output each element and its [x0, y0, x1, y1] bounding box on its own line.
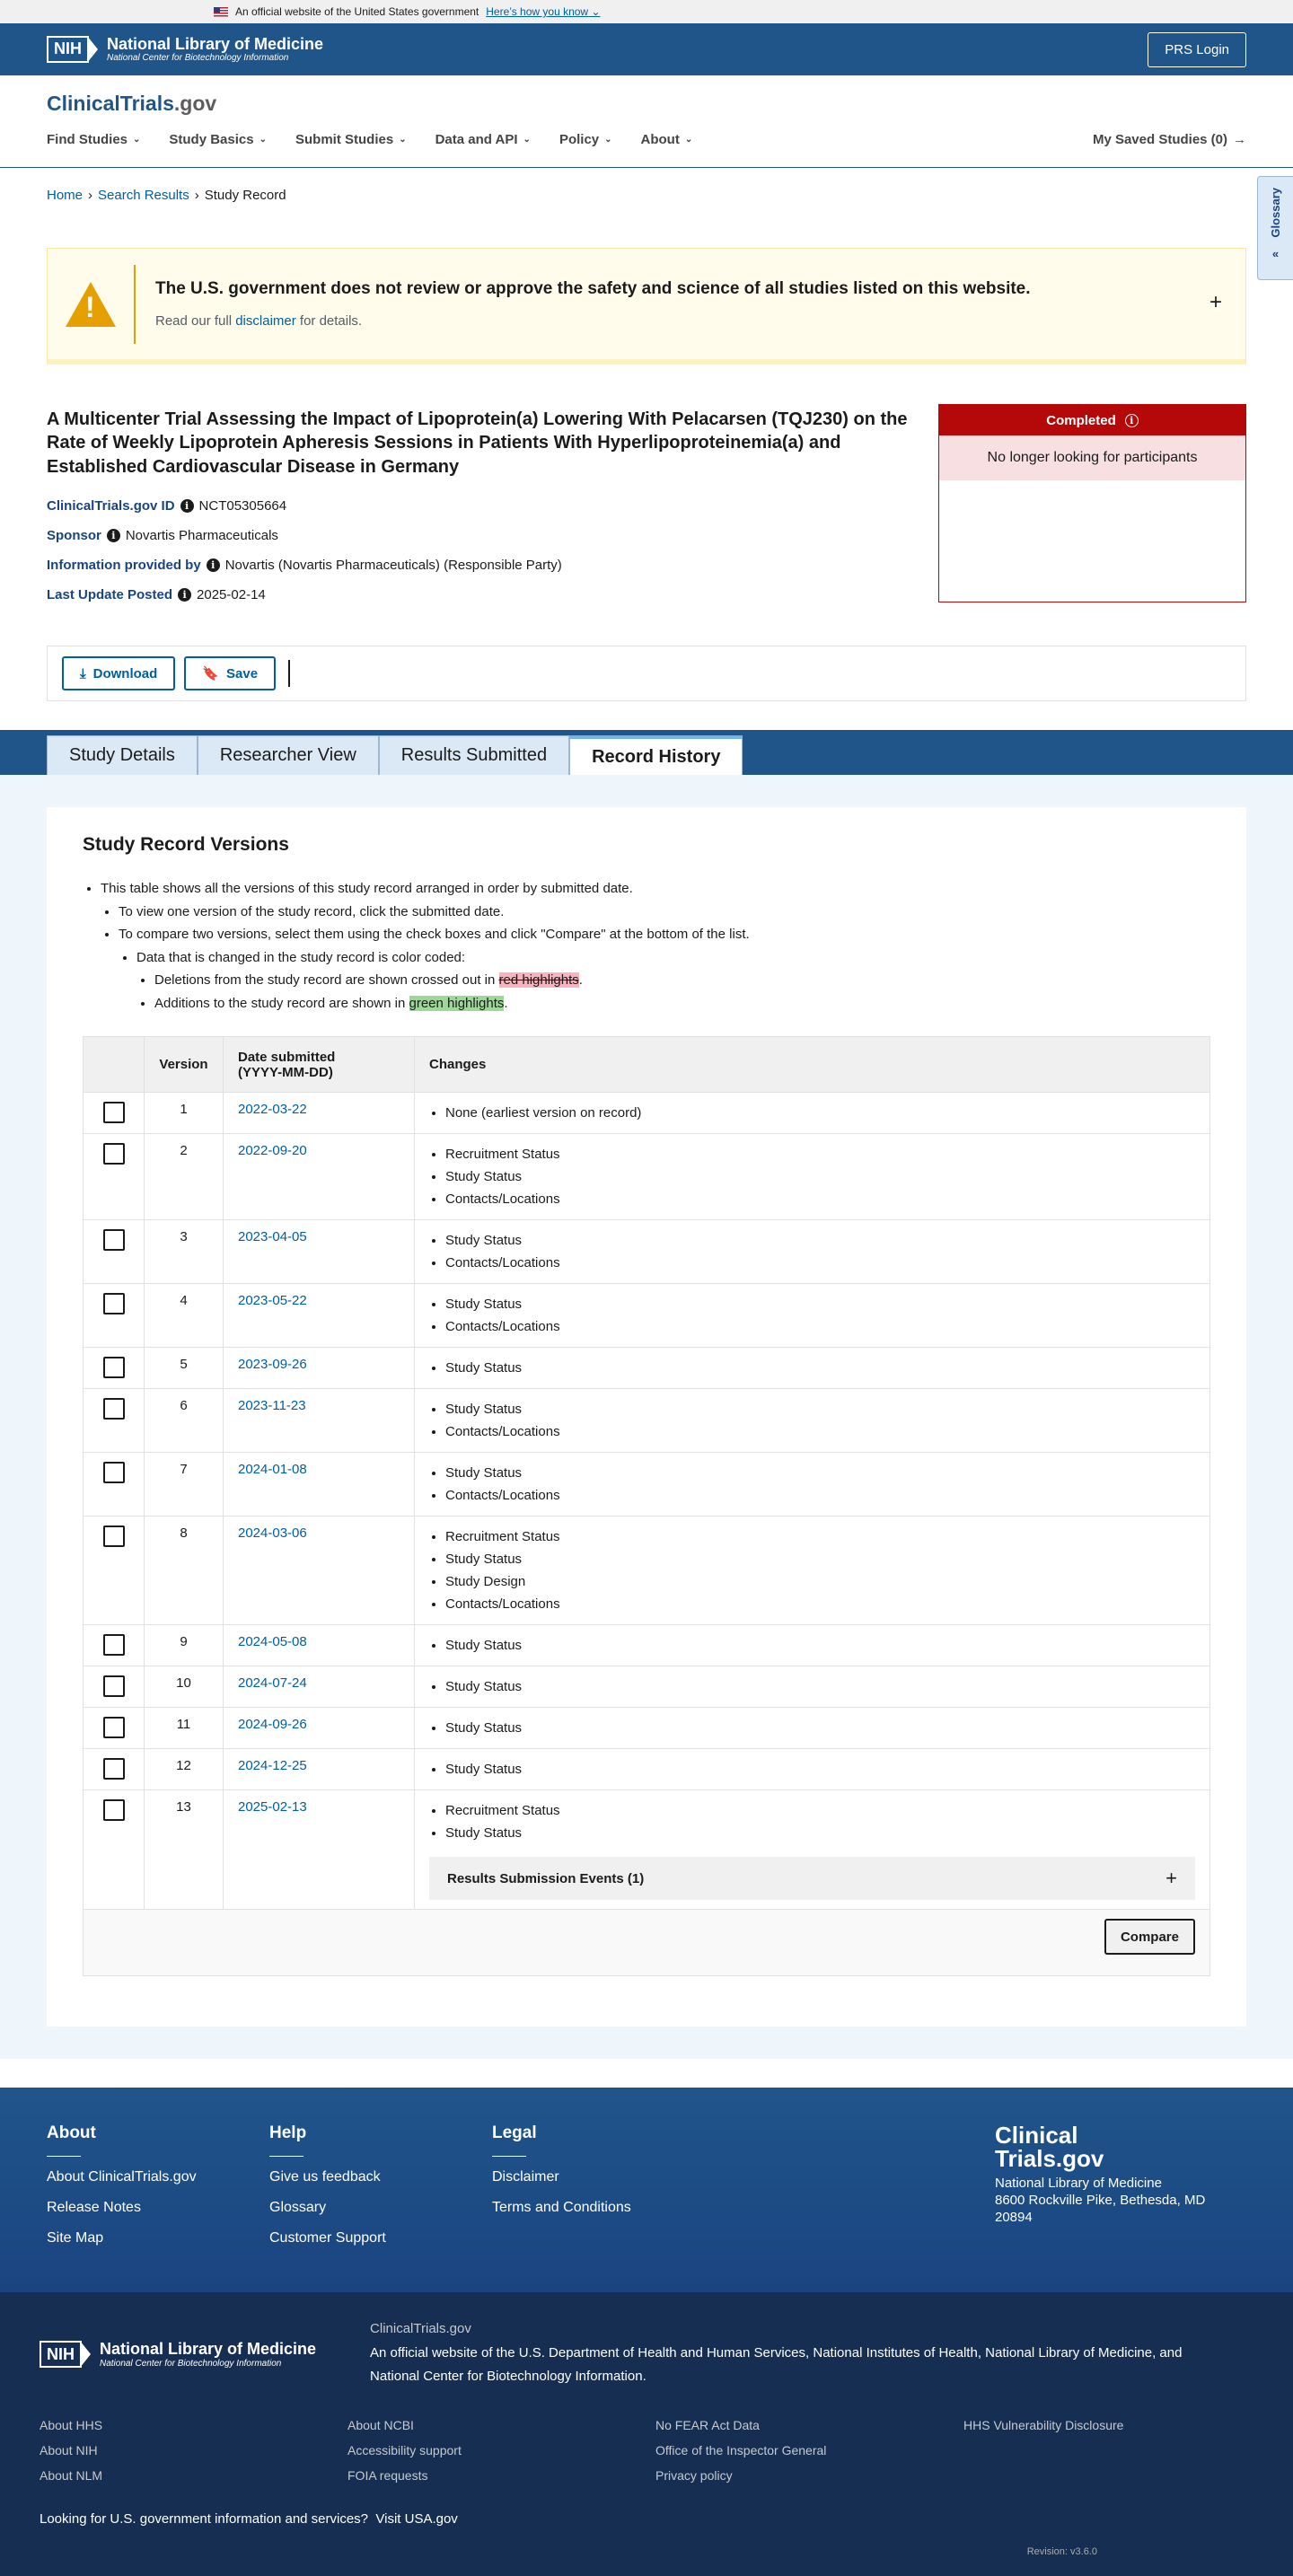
- version-date-link[interactable]: 2022-03-22: [238, 1102, 307, 1118]
- prs-login-button[interactable]: PRS Login: [1148, 32, 1246, 67]
- expand-plus-icon[interactable]: +: [1209, 290, 1222, 314]
- change-item: • Contacts/Locations: [445, 1315, 1195, 1338]
- version-number: 6: [145, 1389, 224, 1453]
- change-item: • Study Status: [445, 1398, 1195, 1420]
- version-number: 8: [145, 1517, 224, 1625]
- version-checkbox[interactable]: [103, 1357, 125, 1378]
- footer-gov-link[interactable]: [963, 2468, 1271, 2483]
- version-date-link[interactable]: 2024-05-08: [238, 1634, 307, 1650]
- tabs-bar: [0, 730, 1293, 775]
- footer-link[interactable]: Terms and Conditions: [492, 2200, 631, 2216]
- site-logo[interactable]: ClinicalTrials.gov: [47, 92, 217, 115]
- table-row: [84, 1134, 1210, 1220]
- footer-link[interactable]: Disclaimer: [492, 2169, 559, 2185]
- change-item: • Contacts/Locations: [445, 1188, 1195, 1210]
- footer-nih-logo[interactable]: NIH National Library of Medicine National Center for Biotechnology Information: [40, 2321, 316, 2387]
- chevron-down-icon: ⌄: [259, 135, 267, 145]
- version-changes: [415, 1348, 1210, 1389]
- change-item: • Contacts/Locations: [445, 1252, 1195, 1274]
- recruitment-status: No longer looking for participants: [939, 435, 1245, 480]
- footer-link[interactable]: Release Notes: [47, 2200, 141, 2216]
- breadcrumb-current: Study Record: [204, 188, 286, 203]
- results-submission-events[interactable]: Results Submission Events (1) +: [429, 1857, 1195, 1900]
- version-changes: [415, 1625, 1210, 1666]
- version-date-link[interactable]: 2023-05-22: [238, 1293, 307, 1309]
- version-checkbox[interactable]: [103, 1462, 125, 1483]
- change-item: • Recruitment Status: [445, 1143, 1195, 1165]
- version-date-link[interactable]: 2024-03-06: [238, 1525, 307, 1542]
- footer-description: An official website of the U.S. Department of Health and Human Services, National Institutes of Health, National Library of Medicine, and National Center for Biotechnology Information.: [370, 2345, 1183, 2384]
- footer-logo: Clinical Trials.gov: [995, 2122, 1104, 2173]
- table-row: [84, 1517, 1210, 1625]
- footer-site-name: ClinicalTrials.gov: [370, 2321, 471, 2337]
- status-badge: Completed: [1046, 412, 1116, 428]
- change-item: • None (earliest version on record): [445, 1102, 1195, 1124]
- id-label: ClinicalTrials.gov ID: [47, 498, 175, 514]
- change-item: • Recruitment Status: [445, 1525, 1195, 1548]
- version-number: 11: [145, 1708, 224, 1749]
- table-row: [84, 1389, 1210, 1453]
- gov-banner-text: An official website of the United States government: [235, 5, 479, 18]
- nlm-title: National Library of Medicine: [107, 34, 324, 53]
- version-date-link[interactable]: 2022-09-20: [238, 1143, 307, 1159]
- ncbi-subtitle: National Center for Biotechnology Information: [107, 53, 289, 64]
- chevron-right-icon: ›: [194, 188, 199, 203]
- table-row: [84, 1749, 1210, 1790]
- version-checkbox[interactable]: [103, 1717, 125, 1738]
- study-title: A Multicenter Trial Assessing the Impact of Lipoprotein(a) Lowering With Pelacarsen (TQJ230) on the Rate of Weekly Lipoprotein Apheresis Sessions in Patients With Hyperlipoproteinemia(a) and Established Cardiovascular Disease in Germany: [47, 409, 908, 477]
- footer-gov-link[interactable]: HHS Vulnerability Disclosure: [963, 2418, 1124, 2433]
- footer-gov-link[interactable]: About NCBI: [347, 2418, 414, 2433]
- version-changes: [415, 1284, 1210, 1348]
- change-item: • Study Status: [445, 1675, 1195, 1698]
- version-changes: [415, 1790, 1210, 1910]
- arrow-right-icon: →: [1233, 132, 1246, 147]
- footer-gov-link[interactable]: No FEAR Act Data: [655, 2418, 760, 2433]
- footer-gov-link[interactable]: About NLM: [40, 2468, 103, 2484]
- change-item: • Study Status: [445, 1357, 1195, 1379]
- breadcrumb: [0, 168, 1293, 223]
- version-changes: [415, 1708, 1210, 1749]
- info-icon[interactable]: i: [107, 529, 120, 542]
- version-checkbox[interactable]: [103, 1293, 125, 1314]
- col-changes: Changes: [415, 1037, 1210, 1093]
- change-item: • Study Design: [445, 1570, 1195, 1593]
- col-version: Version: [145, 1037, 224, 1093]
- version-changes: [415, 1749, 1210, 1790]
- bookmark-icon: 🔖: [202, 666, 219, 682]
- change-item: • Study Status: [445, 1229, 1195, 1252]
- version-number: 9: [145, 1625, 224, 1666]
- breadcrumb-home[interactable]: Home: [47, 188, 84, 203]
- footer-bottom: [0, 2292, 1293, 2576]
- version-changes: [415, 1517, 1210, 1625]
- version-changes: [415, 1093, 1210, 1134]
- nih-logo[interactable]: [47, 36, 323, 64]
- footer-col-legal: Legal Disclaimer Terms and Conditions: [492, 2123, 715, 2256]
- info-icon[interactable]: i: [207, 558, 220, 572]
- breadcrumb-search-results[interactable]: Search Results: [98, 188, 189, 203]
- green-highlight-sample: green highlights: [409, 995, 505, 1011]
- table-row: [84, 1348, 1210, 1389]
- version-checkbox[interactable]: [103, 1102, 125, 1123]
- version-checkbox[interactable]: [103, 1799, 125, 1821]
- study-header: [0, 365, 1293, 602]
- footer-col-about: About About ClinicalTrials.gov Release Notes Site Map: [47, 2123, 269, 2256]
- nav-policy[interactable]: Policy ⌄: [559, 132, 612, 147]
- my-saved-studies-link[interactable]: My Saved Studies (0) →: [1092, 132, 1246, 147]
- table-row: [84, 1453, 1210, 1517]
- change-item: • Study Status: [445, 1293, 1195, 1315]
- version-number: 13: [145, 1790, 224, 1910]
- footer-gov-link[interactable]: Accessibility support: [347, 2443, 462, 2458]
- version-number: 5: [145, 1348, 224, 1389]
- footer-gov-link[interactable]: Privacy policy: [655, 2468, 733, 2484]
- version-date-link[interactable]: 2023-09-26: [238, 1357, 307, 1373]
- change-item: • Contacts/Locations: [445, 1420, 1195, 1443]
- version-date-link[interactable]: 2024-09-26: [238, 1717, 307, 1733]
- version-changes: [415, 1220, 1210, 1284]
- change-item: • Study Status: [445, 1634, 1195, 1657]
- info-provided-value: Novartis (Novartis Pharmaceuticals) (Responsible Party): [224, 558, 562, 574]
- col-date: Date submitted (YYYY-MM-DD): [224, 1037, 415, 1093]
- tab-researcher-view[interactable]: Researcher View: [198, 735, 379, 775]
- revision-label: Revision: v3.6.0: [1026, 2546, 1097, 2558]
- version-checkbox[interactable]: [103, 1675, 125, 1697]
- footer-gov-link[interactable]: Office of the Inspector General: [655, 2443, 827, 2458]
- version-number: 12: [145, 1749, 224, 1790]
- download-icon: ⤓: [80, 665, 86, 681]
- footer-link[interactable]: Glossary: [269, 2200, 327, 2216]
- footer-link[interactable]: Customer Support: [269, 2230, 386, 2246]
- footer-gov-link[interactable]: About HHS: [40, 2418, 103, 2433]
- action-bar: [47, 646, 1246, 701]
- chevron-down-icon: ⌄: [684, 135, 693, 145]
- footer-link[interactable]: About ClinicalTrials.gov: [47, 2169, 197, 2185]
- change-item: • Contacts/Locations: [445, 1484, 1195, 1507]
- version-checkbox[interactable]: [103, 1634, 125, 1656]
- versions-intro: • This table shows all the versions of this study record arranged in order by submitted date. • To view one version of the study record, click the submitted date. • To compare two versions, select them using the check boxes and click "Compare" at the bottom of the list. • Data that is changed in the study record is color coded: • Deletions from the study record are shown crossed out in red highlights. • Additions to the study record are shown in green highlights.: [83, 877, 1210, 1015]
- disclaimer-alert: ! The U.S. government does not review or approve the safety and science of all studies listed on this website. Read our full disclaimer for details. +: [47, 248, 1246, 365]
- nav-submit-studies[interactable]: Submit Studies ⌄: [295, 132, 407, 147]
- table-row: [84, 1284, 1210, 1348]
- info-icon[interactable]: i: [1125, 414, 1139, 427]
- change-item: • Study Status: [445, 1758, 1195, 1780]
- change-item: • Recruitment Status: [445, 1799, 1195, 1822]
- glossary-tab[interactable]: Glossary «: [1257, 176, 1293, 280]
- col-select: [84, 1037, 145, 1093]
- change-item: • Study Status: [445, 1717, 1195, 1739]
- tab-study-details[interactable]: Study Details: [47, 735, 198, 775]
- version-date-link[interactable]: 2024-12-25: [238, 1758, 307, 1774]
- chevron-right-icon: ›: [88, 188, 93, 203]
- nav-study-basics[interactable]: Study Basics ⌄: [169, 132, 267, 147]
- tab-results-submitted[interactable]: Results Submitted: [379, 735, 569, 775]
- footer-gov-link[interactable]: About NIH: [40, 2443, 98, 2458]
- site-header: [0, 75, 1293, 168]
- version-number: 3: [145, 1220, 224, 1284]
- table-row: [84, 1666, 1210, 1708]
- us-flag-icon: [214, 7, 228, 17]
- version-checkbox[interactable]: [103, 1143, 125, 1165]
- version-date-link[interactable]: 2023-11-23: [238, 1398, 306, 1414]
- divider: [288, 660, 290, 687]
- version-checkbox[interactable]: [103, 1398, 125, 1420]
- warning-icon: !: [66, 282, 116, 327]
- table-row: [84, 1625, 1210, 1666]
- usa-gov-link[interactable]: Visit USA.gov: [375, 2511, 458, 2528]
- tab-record-history[interactable]: Record History: [569, 735, 743, 775]
- gov-banner: [0, 0, 1293, 23]
- change-item: • Study Status: [445, 1548, 1195, 1570]
- version-number: 4: [145, 1284, 224, 1348]
- version-changes: [415, 1134, 1210, 1220]
- change-item: • Contacts/Locations: [445, 1593, 1195, 1615]
- usa-gov-line: Looking for U.S. government information and services? Visit USA.gov: [40, 2511, 458, 2528]
- expand-plus-icon: +: [1165, 1867, 1177, 1890]
- last-update-label: Last Update Posted: [47, 587, 173, 603]
- footer-gov-links: [40, 2418, 1253, 2483]
- download-button[interactable]: ⤓ Download: [62, 656, 175, 690]
- versions-table: [83, 1036, 1210, 1976]
- red-highlight-sample: red highlights: [498, 972, 579, 989]
- version-changes: [415, 1389, 1210, 1453]
- footer-col-help: Help Give us feedback Glossary Customer Support: [269, 2123, 492, 2256]
- version-number: 1: [145, 1093, 224, 1134]
- main-nav: [47, 132, 1246, 147]
- version-changes: [415, 1666, 1210, 1708]
- footer-gov-link[interactable]: FOIA requests: [347, 2468, 428, 2484]
- table-row: [84, 1093, 1210, 1134]
- version-number: 7: [145, 1453, 224, 1517]
- version-checkbox[interactable]: [103, 1525, 125, 1547]
- double-chevron-left-icon: «: [1271, 246, 1280, 260]
- chevron-down-icon: ⌄: [523, 135, 531, 145]
- version-changes: [415, 1453, 1210, 1517]
- version-checkbox[interactable]: [103, 1758, 125, 1780]
- heres-how-link[interactable]: Here’s how you know ⌄: [486, 5, 601, 18]
- footer-brand: Clinical Trials.gov National Library of Medicine 8600 Rockville Pike, Bethesda, MD 20894: [995, 2123, 1246, 2256]
- version-checkbox[interactable]: [103, 1229, 125, 1251]
- table-row: [84, 1790, 1210, 1910]
- version-number: 2: [145, 1134, 224, 1220]
- table-row: [84, 1220, 1210, 1284]
- info-provided-label: Information provided by: [47, 558, 201, 574]
- study-id: NCT05305664: [198, 498, 287, 514]
- info-icon[interactable]: i: [178, 588, 191, 602]
- table-row: [84, 1708, 1210, 1749]
- versions-section: [0, 775, 1293, 2059]
- change-item: • Study Status: [445, 1822, 1195, 1844]
- chevron-down-icon: ⌄: [133, 135, 141, 145]
- footer-gov-link[interactable]: [963, 2443, 1271, 2457]
- sponsor-value: Novartis Pharmaceuticals: [125, 528, 278, 544]
- nih-mark-icon: NIH: [47, 36, 89, 63]
- version-date-link[interactable]: 2024-01-08: [238, 1462, 307, 1478]
- nih-mark-icon: NIH: [40, 2341, 82, 2368]
- nav-find-studies[interactable]: Find Studies ⌄: [47, 132, 141, 147]
- version-number: 10: [145, 1666, 224, 1708]
- nav-data-api[interactable]: Data and API ⌄: [435, 132, 531, 147]
- version-date-link[interactable]: 2025-02-13: [238, 1799, 307, 1816]
- disclaimer-link[interactable]: disclaimer: [235, 313, 296, 329]
- change-item: • Study Status: [445, 1165, 1195, 1188]
- change-item: • Study Status: [445, 1462, 1195, 1484]
- footer-link[interactable]: Site Map: [47, 2230, 104, 2246]
- alert-title: The U.S. government does not review or approve the safety and science of all studies listed on this website.: [155, 279, 1031, 298]
- status-box: [938, 404, 1246, 602]
- sponsor-label: Sponsor: [47, 528, 101, 544]
- info-icon[interactable]: i: [180, 499, 194, 513]
- chevron-down-icon: ⌄: [604, 135, 612, 145]
- last-update-value: 2025-02-14: [197, 587, 266, 603]
- compare-button[interactable]: Compare: [1104, 1919, 1195, 1955]
- chevron-down-icon: ⌄: [399, 135, 407, 145]
- nav-about[interactable]: About ⌄: [640, 132, 693, 147]
- footer-link[interactable]: Give us feedback: [269, 2169, 381, 2185]
- version-date-link[interactable]: 2024-07-24: [238, 1675, 307, 1692]
- version-date-link[interactable]: 2023-04-05: [238, 1229, 307, 1245]
- save-button[interactable]: 🔖 Save: [184, 656, 276, 690]
- versions-heading: Study Record Versions: [83, 834, 289, 856]
- footer-top: [0, 2088, 1293, 2292]
- nih-bar: [0, 23, 1293, 75]
